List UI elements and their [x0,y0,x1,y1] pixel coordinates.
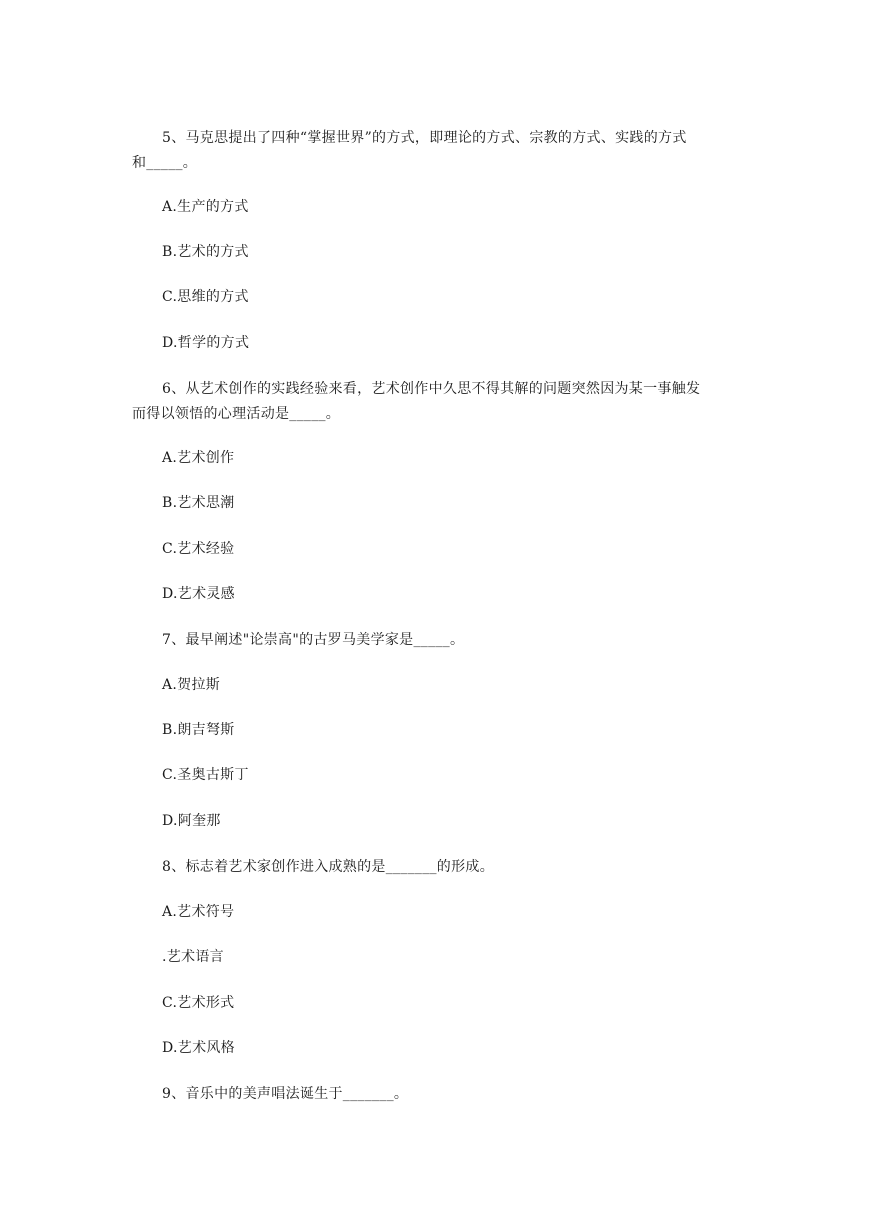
question-8-option-a: A.艺术符号 [162,904,235,920]
question-7-option-a: A.贺拉斯 [162,677,221,693]
question-5-stem: 5、马克思提出了四种“掌握世界”的方式，即理论的方式、宗教的方式、实践的方式 [162,130,687,146]
question-9-stem: 9、音乐中的美声唱法诞生于_______。 [162,1086,409,1102]
question-8-option-d: D.艺术风格 [162,1040,235,1056]
question-8-stem: 8、标志着艺术家创作进入成熟的是_______的形成。 [162,859,495,875]
question-8-option-b: .艺术语言 [162,949,224,965]
question-5-option-b: B.艺术的方式 [162,244,249,260]
question-7-option-c: C.圣奥古斯丁 [162,767,249,783]
question-6-option-c: C.艺术经验 [162,541,235,557]
question-5-option-a: A.生产的方式 [162,199,249,215]
question-5-stem-continued: 和_____。 [132,155,198,171]
question-6-stem: 6、从艺术创作的实践经验来看，艺术创作中久思不得其解的问题突然因为某一事触发 [162,381,701,397]
question-6-option-b: B.艺术思潮 [162,495,235,511]
question-7-stem: 7、最早阐述"论崇高"的古罗马美学家是_____。 [162,632,465,648]
question-5-option-c: C.思维的方式 [162,289,249,305]
question-5-option-d: D.哲学的方式 [162,335,250,351]
question-7-option-d: D.阿奎那 [162,813,221,829]
question-8-option-c: C.艺术形式 [162,995,235,1011]
question-6-option-d: D.艺术灵感 [162,586,235,602]
question-7-option-b: B.朗吉弩斯 [162,722,235,738]
question-6-option-a: A.艺术创作 [162,450,235,466]
question-6-stem-continued: 而得以领悟的心理活动是_____。 [132,406,341,422]
